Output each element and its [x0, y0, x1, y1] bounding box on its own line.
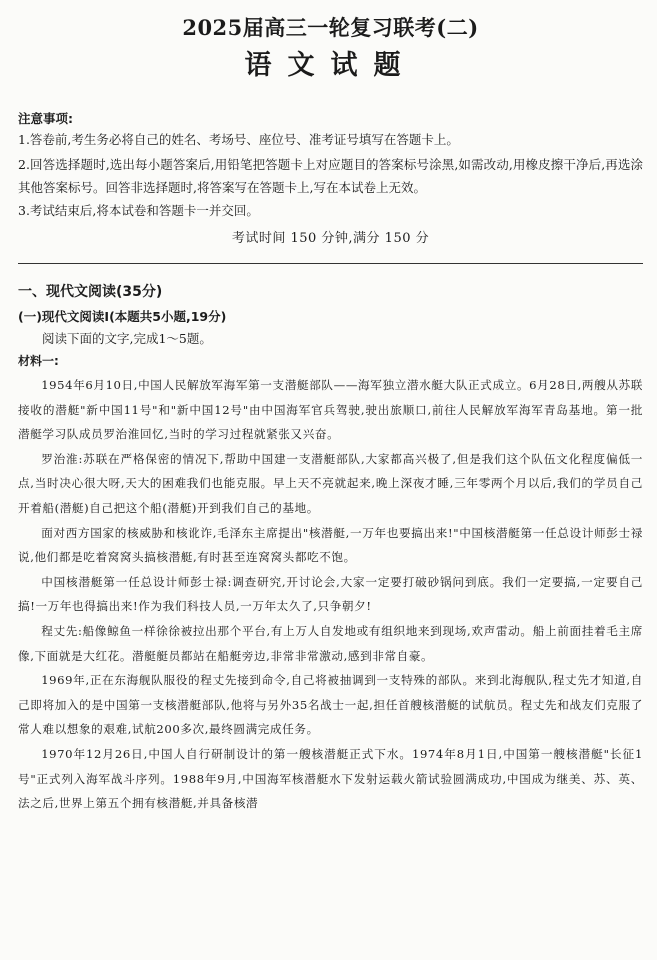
subject-title: 语文试题: [244, 50, 417, 81]
notice-item-2: 2.回答选择题时,选出每小题答案后,用铅笔把答题卡上对应题目的答案标号涂黑,如需改动,用橡皮擦干净后,再选涂其他答案标号。回答非选择题时,将答案写在答题卡上,写在本试卷上无效。: [18, 156, 643, 195]
material-text: [18, 373, 643, 816]
material-paragraph-3: 面对西方国家的核威胁和核讹诈,毛泽东主席提出"核潜艇,一万年也要搞出来!"中国核潜艇第一任总设计师彭士禄说,他们都是吃着窝窝头搞核潜艇,有时甚至连窝窝头都吃不饱。: [18, 525, 643, 565]
exam-page: [18, 14, 643, 816]
exam-time-info: 考试时间 150 分钟,满分 150 分: [231, 231, 430, 246]
notice-heading: 注意事项:: [18, 111, 73, 126]
material-paragraph-4: 中国核潜艇第一任总设计师彭士禄:调查研究,开讨论会,大家一定要打破砂锅问到底。我们一定要搞,一定要自己搞!一万年也得搞出来!作为我们科技人员,一万年太久了,只争朝夕!: [18, 574, 643, 614]
notice-item-1: 1.答卷前,考生务必将自己的姓名、考场号、座位号、准考证号填写在答题卡上。: [18, 132, 459, 147]
material-paragraph-2: 罗治淮:苏联在严格保密的情况下,帮助中国建一支潜艇部队,大家都高兴极了,但是我们这个队伍文化程度偏低一点,当时决心很大呀,天大的困难我们也能克服。早上天不亮就起来,晚上深夜才睡,三年零两个月以后,我们的学员自己开着船(潜艇)自己把这个船(潜艇)开到我们自己的基地。: [18, 451, 643, 515]
exam-title: 2025届高三一轮复习联考(二): [182, 15, 479, 40]
material-paragraph-6: 1969年,正在东海舰队服役的程丈先接到命令,自己将被抽调到一支特殊的部队。来到北海舰队,程丈先才知道,自己即将加入的是中国第一支核潜艇部队,他将与另外35名战士一起,担任首艘核潜艇的试航员。程丈先和战友们克服了常人难以想象的艰难,试航200多次,最终圆满完成任务。: [18, 673, 643, 737]
material-paragraph-1: 1954年6月10日,中国人民解放军海军第一支潜艇部队——海军独立潜水艇大队正式成立。6月28日,两艘从苏联接收的潜艇"新中国11号"和"新中国12号"由中国海军官兵驾驶,驶出旅顺口,前往人民解放军海军青岛基地。第一批潜艇学习队成员罗治淮回忆,当时的学习过程就紧张又兴奋。: [18, 378, 643, 442]
notice-item-3: 3.考试结束后,将本试卷和答题卡一并交回。: [18, 202, 259, 218]
material-paragraph-7: 1970年12月26日,中国人自行研制设计的第一艘核潜艇正式下水。1974年8月1日,中国第一艘核潜艇"长征1号"正式列入海军战斗序列。1988年9月,中国海军核潜艇水下发射运载火箭试验圆满成功,中国成为继美、苏、英、法之后,世界上第五个拥有核潜艇,并具备核潜: [18, 746, 643, 811]
header-divider: [18, 263, 643, 264]
material-paragraph-5: 程丈先:船像鲸鱼一样徐徐被拉出那个平台,有上万人自发地或有组织地来到现场,欢声雷动。船上前面挂着毛主席像,下面就是大红花。潜艇艇员都站在船艇旁边,非常非常激动,感到非常自豪。: [18, 623, 643, 663]
material-label: 材料一:: [18, 354, 59, 368]
reading-instruction: 阅读下面的文字,完成1～5题。: [42, 331, 212, 346]
subsection-heading: (一)现代文阅读Ⅰ(本题共5小题,19分): [18, 309, 227, 324]
section-heading: 一、现代文阅读(35分): [18, 284, 163, 300]
